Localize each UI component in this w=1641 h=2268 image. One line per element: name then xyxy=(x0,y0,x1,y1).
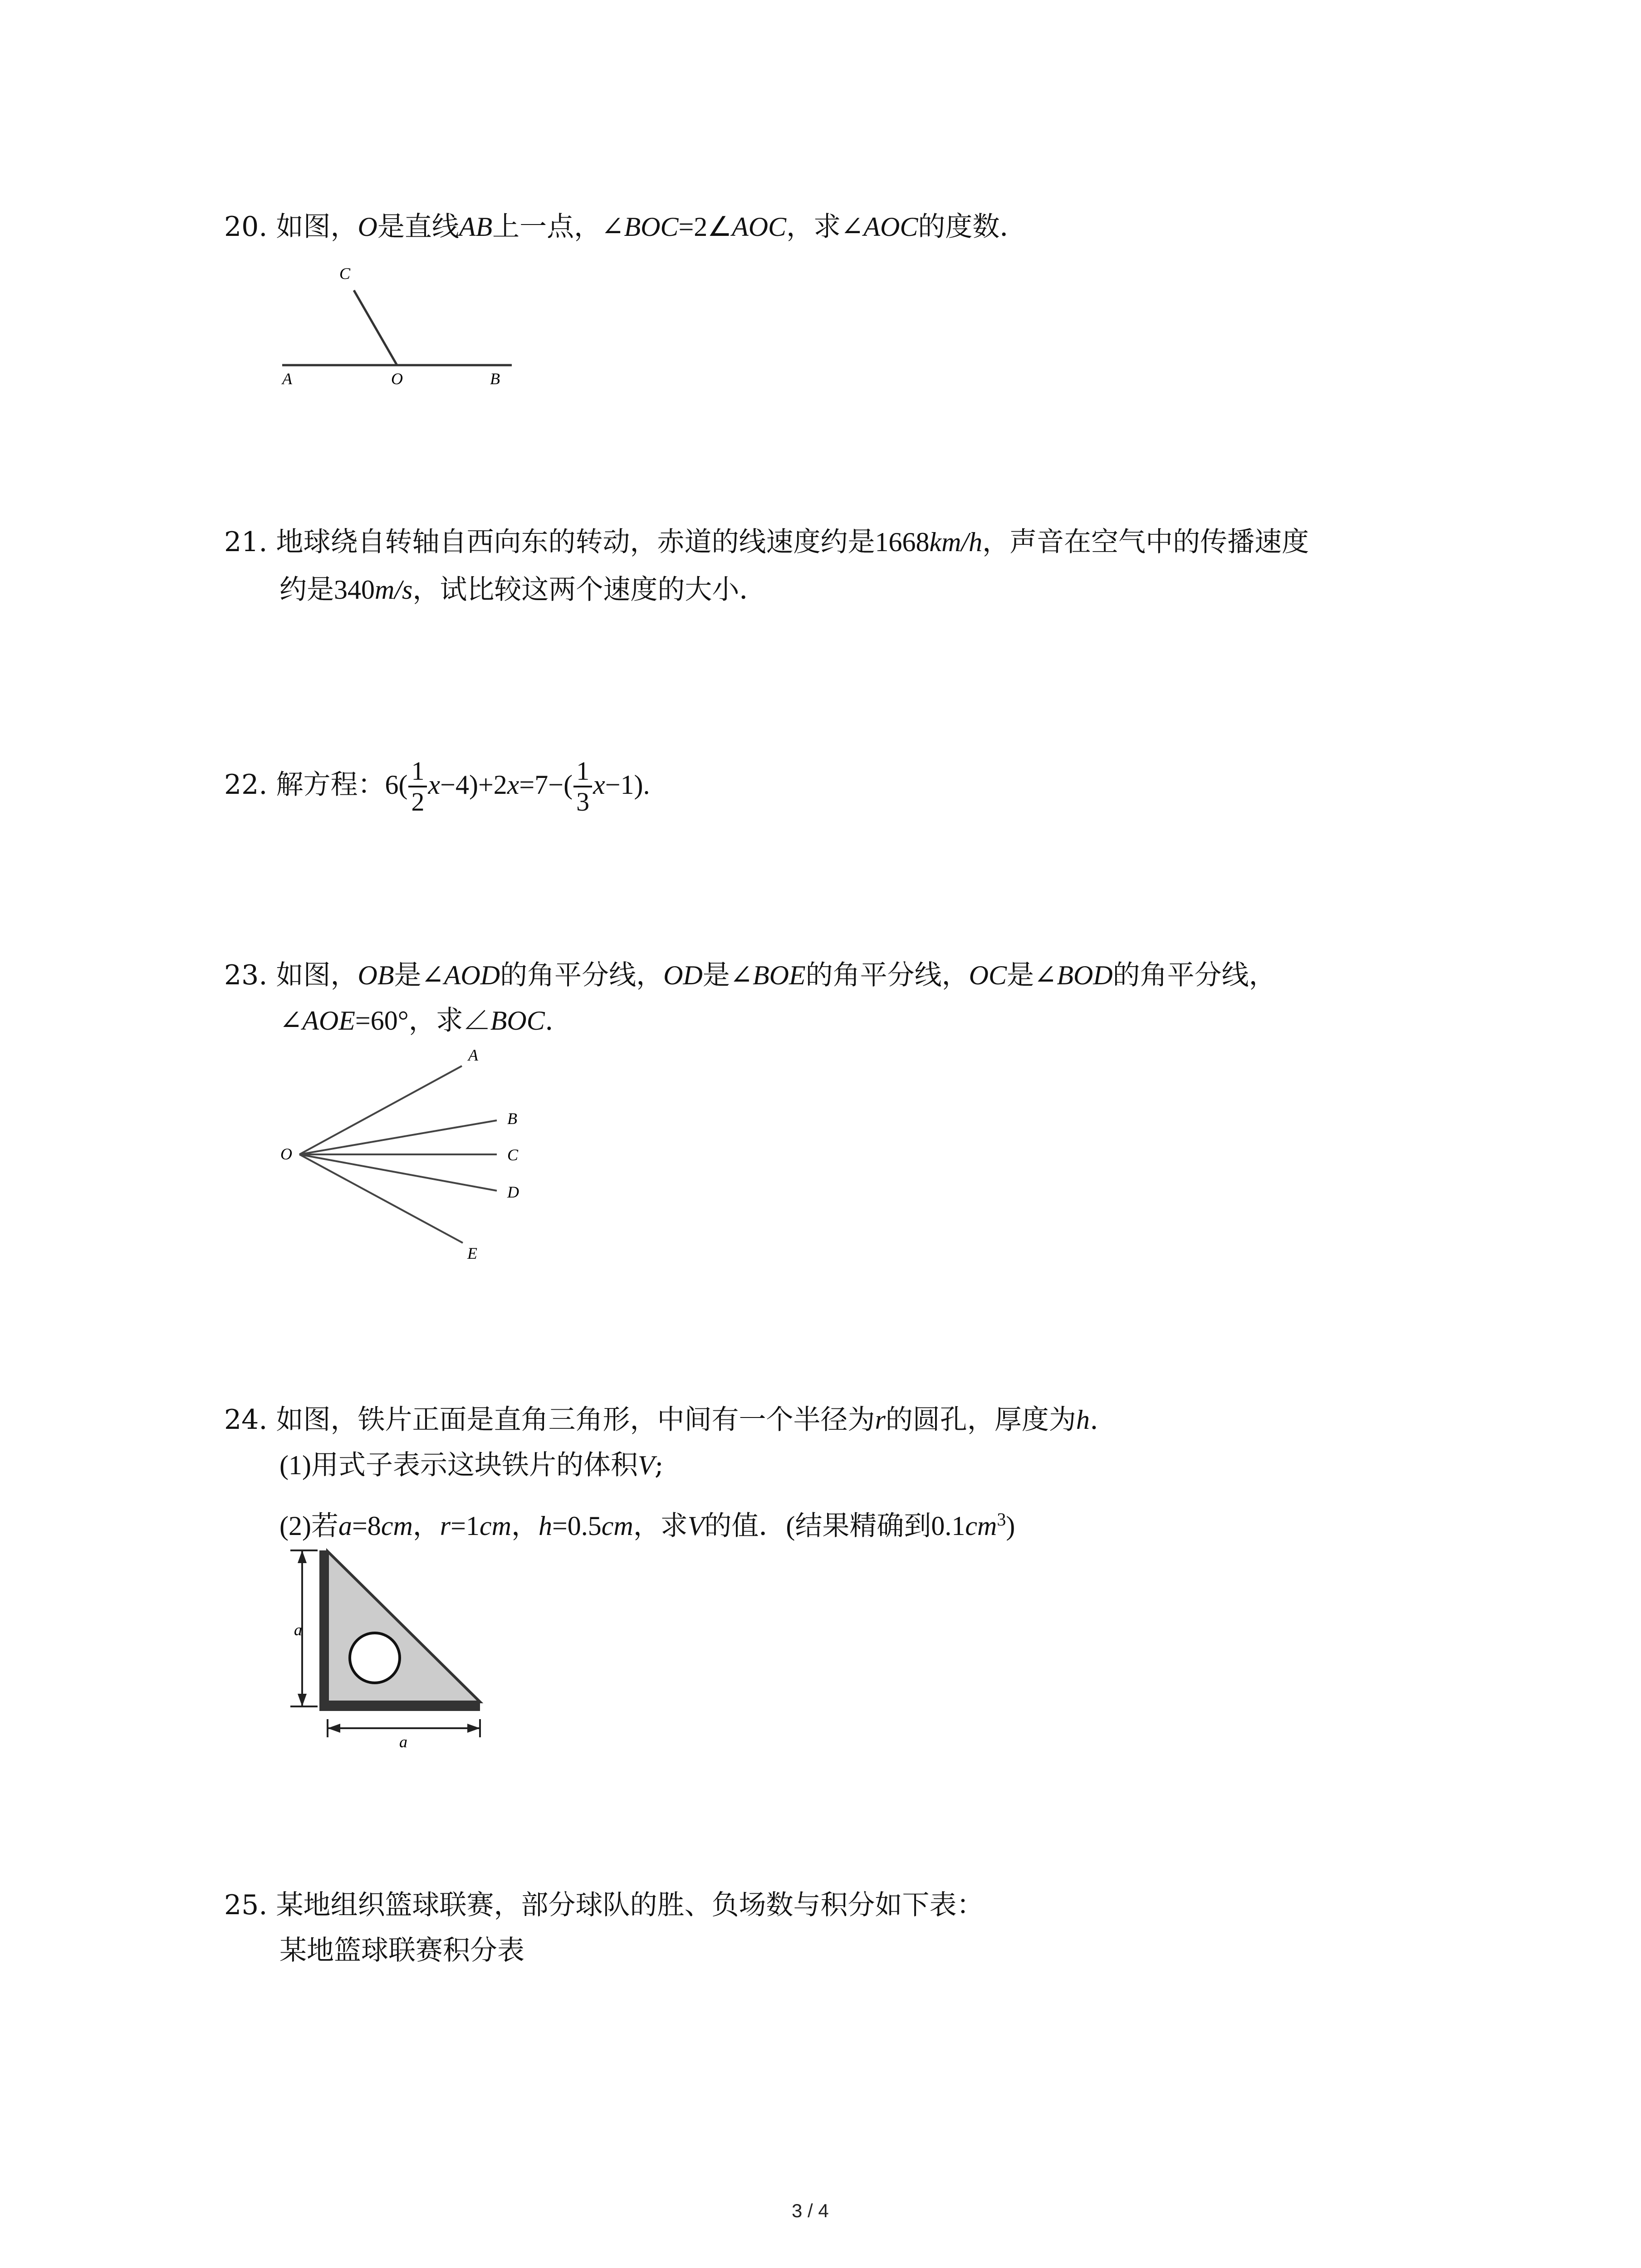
q21-line2: 约是340m/s，试比较这两个速度的大小． xyxy=(279,574,767,606)
q24-line3: (2)若a=8cm，r=1cm，h=0.5cm，求V的值．(结果精确到$0.1cm^3$) xyxy=(279,1509,1015,1542)
q20-text: 20. 如图，O是直线AB上一点，∠BOC=2∠AOC，求∠AOC的度数． xyxy=(224,211,1027,243)
label-c: C xyxy=(339,264,351,283)
label-b: B xyxy=(490,370,500,388)
label-a: A xyxy=(282,370,292,388)
label-c: C xyxy=(507,1146,519,1164)
q22-equation: 22. 解方程：6( $\frac{1}{2}$ x−4)+2x=7−( $\frac{1}{3}$ x−1). xyxy=(224,756,650,817)
q25-line2: 某地篮球联赛积分表 xyxy=(279,1935,524,1966)
q24-line2: (1)用式子表示这块铁片的体积V; xyxy=(279,1449,664,1481)
label-e: E xyxy=(467,1244,477,1262)
q23-line1: 23. 如图，OB是∠AOD的角平分线，OD是∠BOE的角平分线，OC是∠BOD的角平分线， xyxy=(224,959,1276,991)
label-o: O xyxy=(391,370,403,388)
fraction-one-third: $\frac{1}{3}$ xyxy=(573,757,592,816)
arrow-left xyxy=(328,1724,340,1733)
page-number: 3 / 4 xyxy=(792,2200,829,2221)
arrow-up xyxy=(298,1550,307,1563)
label-o: O xyxy=(280,1145,292,1163)
q23-line2: ∠AOE=60°，求∠BOC. xyxy=(279,1005,554,1036)
label-a: A xyxy=(468,1046,478,1064)
label-b: B xyxy=(507,1110,517,1128)
fraction-one-half: $\frac{1}{2}$ xyxy=(408,757,427,816)
label-a-left: a xyxy=(294,1621,302,1639)
label-d: D xyxy=(507,1183,519,1201)
label-a-bottom: a xyxy=(399,1733,407,1751)
arrow-down xyxy=(298,1694,307,1706)
q24-line1: 24. 如图，铁片正面是直角三角形，中间有一个半径为r的圆孔，厚度为h. xyxy=(224,1404,1098,1436)
arrow-right xyxy=(467,1724,480,1733)
q25-line1: 25. 某地组织篮球联赛，部分球队的胜、负场数与积分如下表： xyxy=(224,1889,984,1921)
triangle-plate xyxy=(328,1551,480,1702)
q21-line1: 21. 地球绕自转轴自西向东的转动，赤道的线速度约是1668km/h，声音在空气中的传播速度 xyxy=(224,526,1309,558)
circular-hole xyxy=(350,1633,400,1683)
